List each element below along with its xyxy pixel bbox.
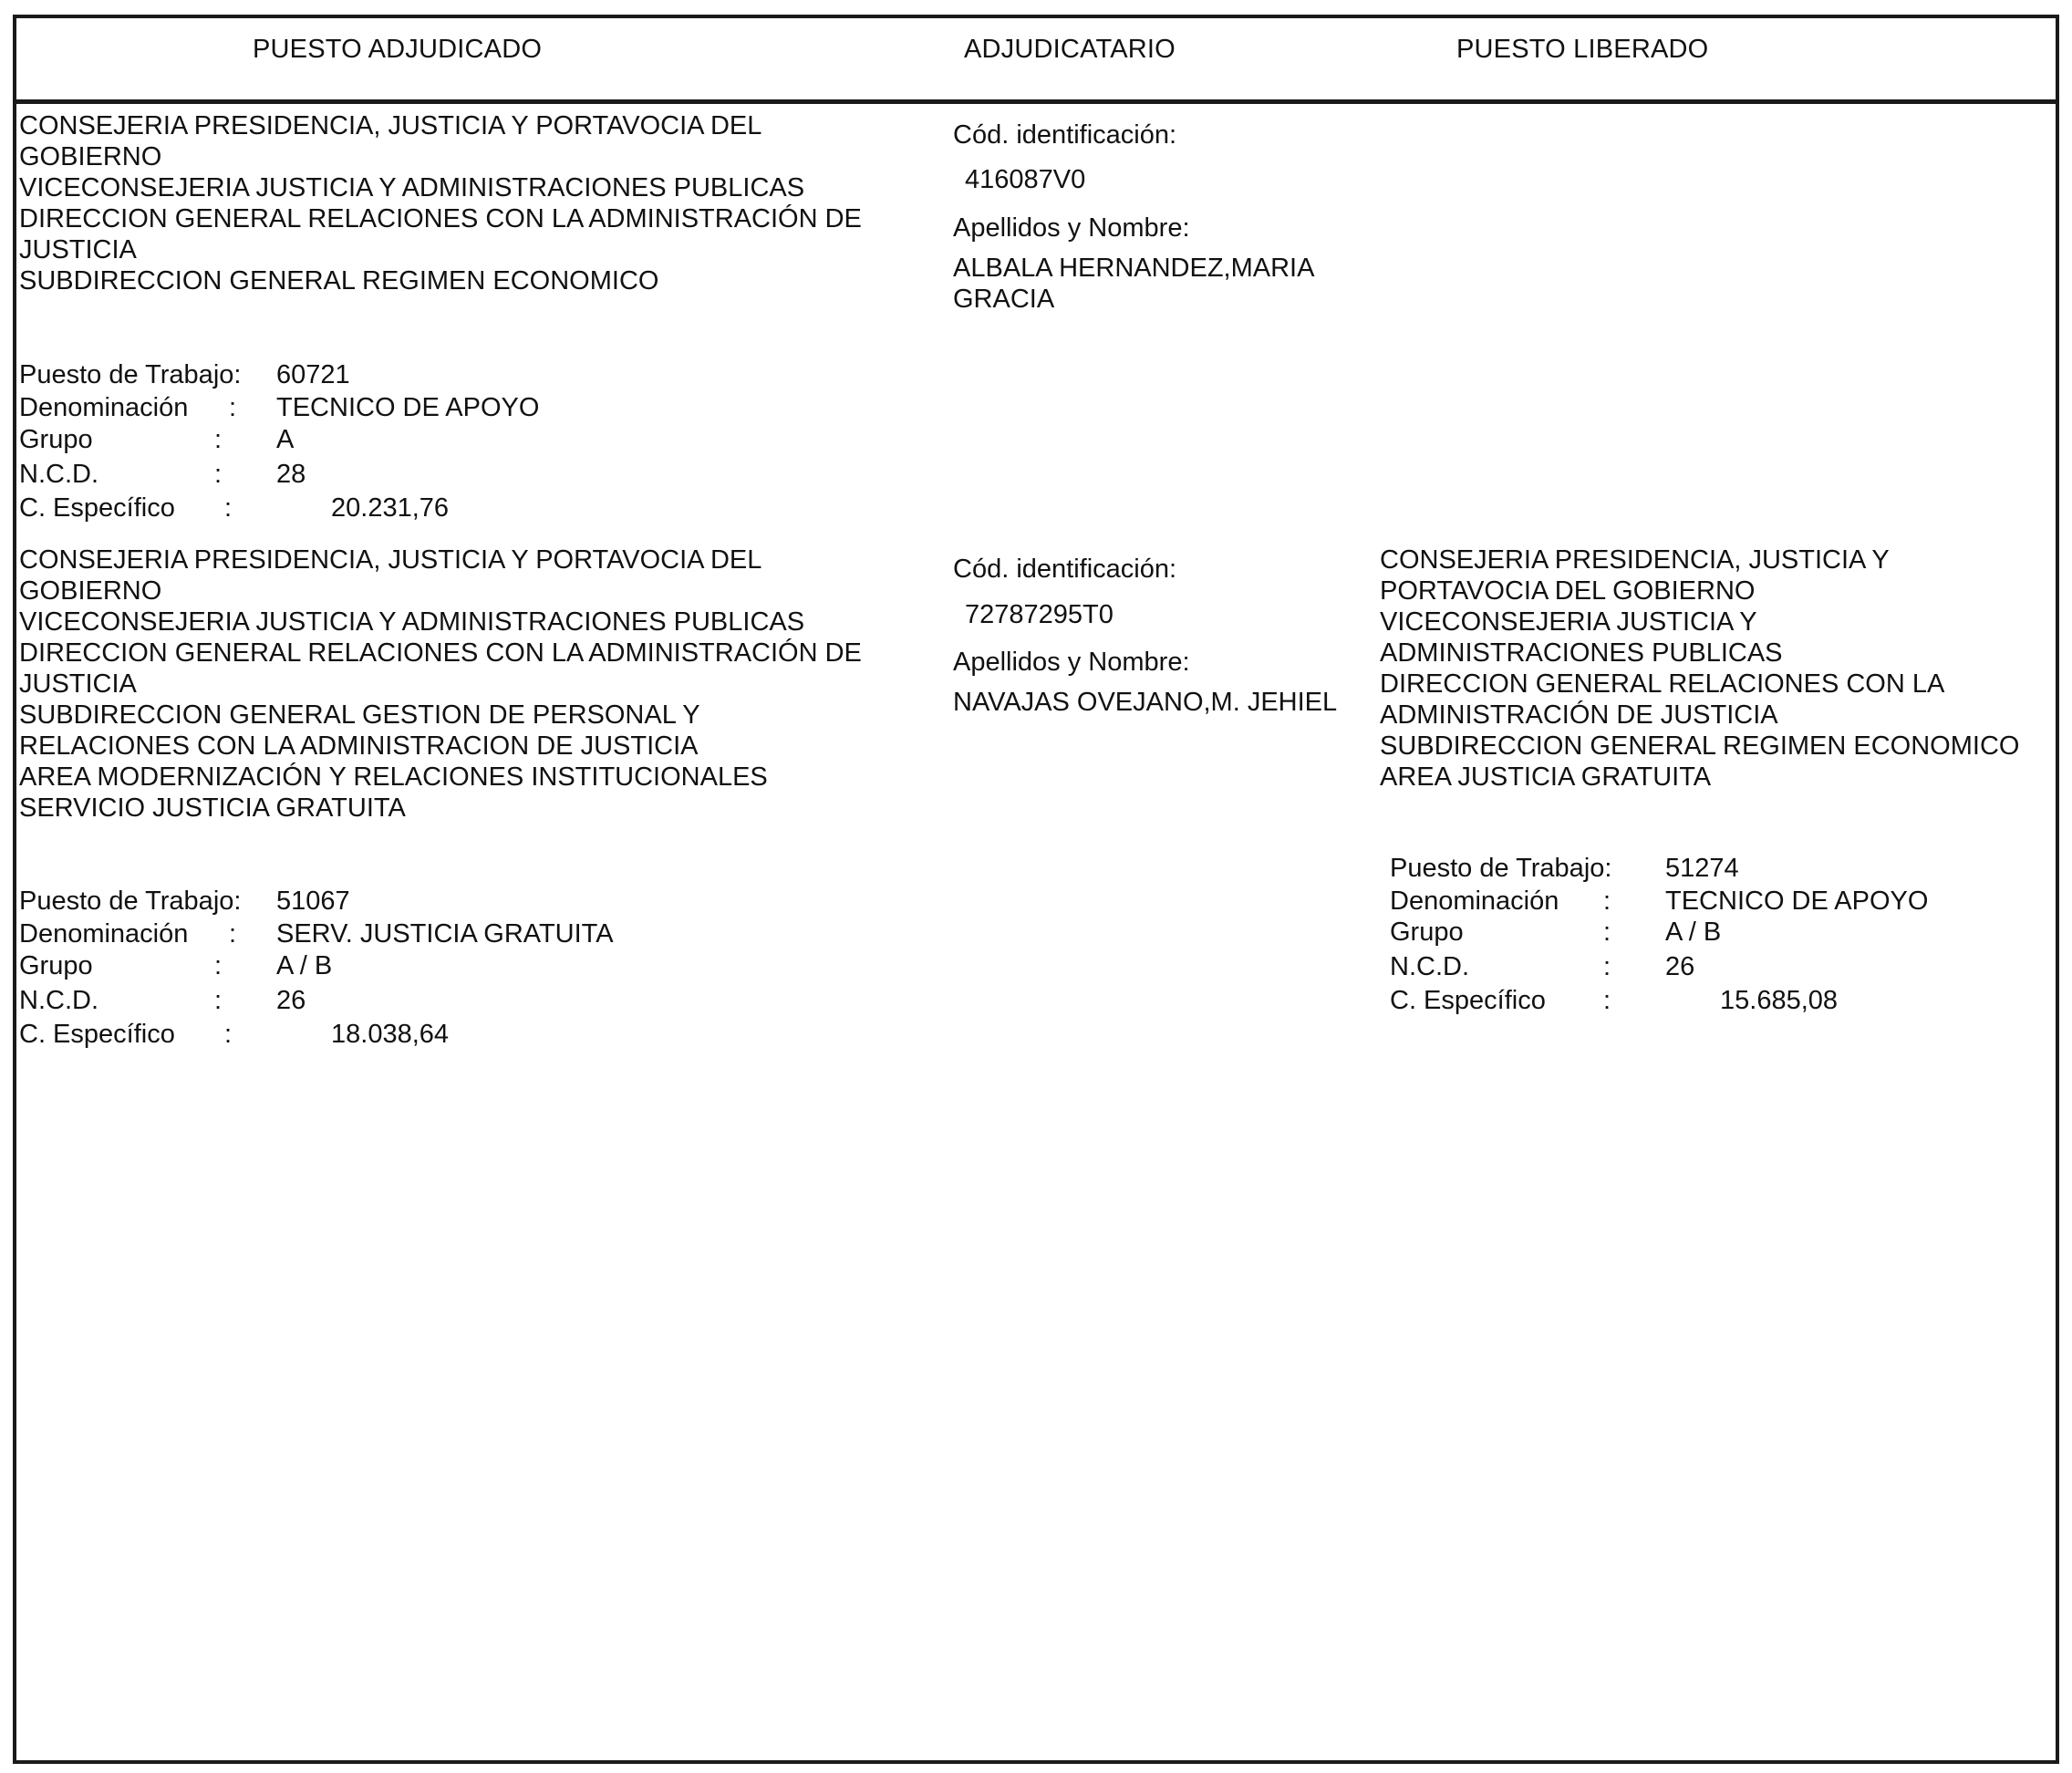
- field-colon: :: [214, 951, 223, 980]
- entry-1-nombre-value: [953, 253, 1314, 315]
- org-line: SUBDIRECCION GENERAL GESTION DE PERSONAL Y: [19, 700, 700, 730]
- field-value: 20.231,76: [331, 493, 450, 523]
- org-line: CONSEJERIA PRESIDENCIA, JUSTICIA Y: [1380, 545, 1890, 575]
- field-label: C. Específico: [19, 1020, 175, 1049]
- field-colon: :: [224, 1020, 233, 1049]
- entry-2-adjudicado-org: [19, 544, 862, 824]
- field-label: Denominación: [19, 919, 189, 949]
- field-label: Puesto de Trabajo:: [19, 886, 242, 916]
- org-line: SUBDIRECCION GENERAL REGIMEN ECONOMICO: [1380, 731, 2020, 761]
- field-label: Grupo: [1390, 918, 1464, 947]
- org-line: PORTAVOCIA DEL GOBIERNO: [1380, 576, 1756, 606]
- org-line: GOBIERNO: [19, 142, 162, 171]
- field-label: Puesto de Trabajo:: [1390, 854, 1612, 883]
- field-label: N.C.D.: [19, 460, 98, 489]
- org-line: VICECONSEJERIA JUSTICIA Y: [1380, 607, 1757, 637]
- header-divider: [13, 99, 2059, 104]
- field-colon: :: [214, 986, 223, 1015]
- org-line: VICECONSEJERIA JUSTICIA Y ADMINISTRACIONES PUBLICAS: [19, 607, 805, 637]
- org-line: AREA JUSTICIA GRATUITA: [1380, 762, 1712, 792]
- field-label: N.C.D.: [1390, 952, 1469, 981]
- org-line: GOBIERNO: [19, 576, 162, 606]
- field-value: TECNICO DE APOYO: [1665, 886, 1929, 916]
- org-line: DIRECCION GENERAL RELACIONES CON LA ADMINISTRACIÓN DE: [19, 638, 862, 668]
- field-value: 60721: [276, 360, 350, 389]
- field-colon: :: [214, 460, 223, 489]
- field-label: N.C.D.: [19, 986, 98, 1015]
- field-value: 26: [276, 986, 306, 1015]
- field-value: 51067: [276, 886, 350, 916]
- field-value: A / B: [1665, 918, 1722, 947]
- field-colon: :: [229, 393, 237, 422]
- org-line: VICECONSEJERIA JUSTICIA Y ADMINISTRACIONES PUBLICAS: [19, 173, 805, 202]
- entry-2-nombre-label: Apellidos y Nombre:: [953, 648, 1190, 677]
- header-puesto-liberado: PUESTO LIBERADO: [1456, 35, 1709, 64]
- field-value: 18.038,64: [331, 1020, 450, 1049]
- field-value: SERV. JUSTICIA GRATUITA: [276, 919, 614, 949]
- entry-2-cod-label: Cód. identificación:: [953, 555, 1177, 584]
- field-value: 28: [276, 460, 306, 489]
- org-line: RELACIONES CON LA ADMINISTRACION DE JUSTICIA: [19, 731, 699, 761]
- entry-1-cod-label: Cód. identificación:: [953, 120, 1177, 150]
- org-line: CONSEJERIA PRESIDENCIA, JUSTICIA Y PORTAVOCIA DEL: [19, 545, 762, 575]
- entry-1-adjudicado-org: [19, 110, 862, 296]
- org-line: ADMINISTRACIONES PUBLICAS: [1380, 638, 1783, 668]
- org-line: ADMINISTRACIÓN DE JUSTICIA: [1380, 700, 1778, 730]
- field-value: TECNICO DE APOYO: [276, 393, 540, 422]
- org-line: DIRECCION GENERAL RELACIONES CON LA ADMINISTRACIÓN DE: [19, 204, 862, 233]
- field-colon: :: [214, 425, 223, 454]
- field-label: C. Específico: [19, 493, 175, 523]
- field-value: 15.685,08: [1720, 986, 1839, 1015]
- field-label: Denominación: [1390, 886, 1559, 916]
- field-value: 26: [1665, 952, 1695, 981]
- field-label: Puesto de Trabajo:: [19, 360, 242, 389]
- name-line: NAVAJAS OVEJANO,M. JEHIEL: [953, 688, 1338, 717]
- field-label: C. Específico: [1390, 986, 1546, 1015]
- org-line: AREA MODERNIZACIÓN Y RELACIONES INSTITUCIONALES: [19, 762, 768, 792]
- field-colon: :: [224, 493, 233, 523]
- org-line: CONSEJERIA PRESIDENCIA, JUSTICIA Y PORTAVOCIA DEL: [19, 111, 762, 140]
- org-line: DIRECCION GENERAL RELACIONES CON LA: [1380, 669, 1945, 699]
- field-value: A / B: [276, 951, 333, 980]
- entry-2-cod-value: 72787295T0: [965, 600, 1114, 629]
- field-value: A: [276, 425, 295, 454]
- name-line: GRACIA: [953, 285, 1055, 314]
- header-adjudicatario: ADJUDICATARIO: [964, 35, 1176, 64]
- field-colon: :: [1603, 918, 1611, 947]
- org-line: JUSTICIA: [19, 235, 137, 264]
- name-line: ALBALA HERNANDEZ,MARIA: [953, 254, 1315, 283]
- field-label: Grupo: [19, 425, 93, 454]
- org-line: SERVICIO JUSTICIA GRATUITA: [19, 793, 406, 823]
- org-line: JUSTICIA: [19, 669, 137, 699]
- field-colon: :: [1603, 886, 1611, 916]
- entry-2-liberado-org: [1380, 544, 2019, 793]
- header-puesto-adjudicado: PUESTO ADJUDICADO: [253, 35, 543, 64]
- field-colon: :: [229, 919, 237, 949]
- entry-1-nombre-label: Apellidos y Nombre:: [953, 213, 1190, 243]
- field-colon: :: [1603, 952, 1611, 981]
- field-label: Grupo: [19, 951, 93, 980]
- entry-1-cod-value: 416087V0: [965, 165, 1086, 194]
- field-label: Denominación: [19, 393, 189, 422]
- entry-2-nombre-value: [953, 687, 1337, 718]
- field-value: 51274: [1665, 854, 1739, 883]
- org-line: SUBDIRECCION GENERAL REGIMEN ECONOMICO: [19, 266, 659, 296]
- field-colon: :: [1603, 986, 1611, 1015]
